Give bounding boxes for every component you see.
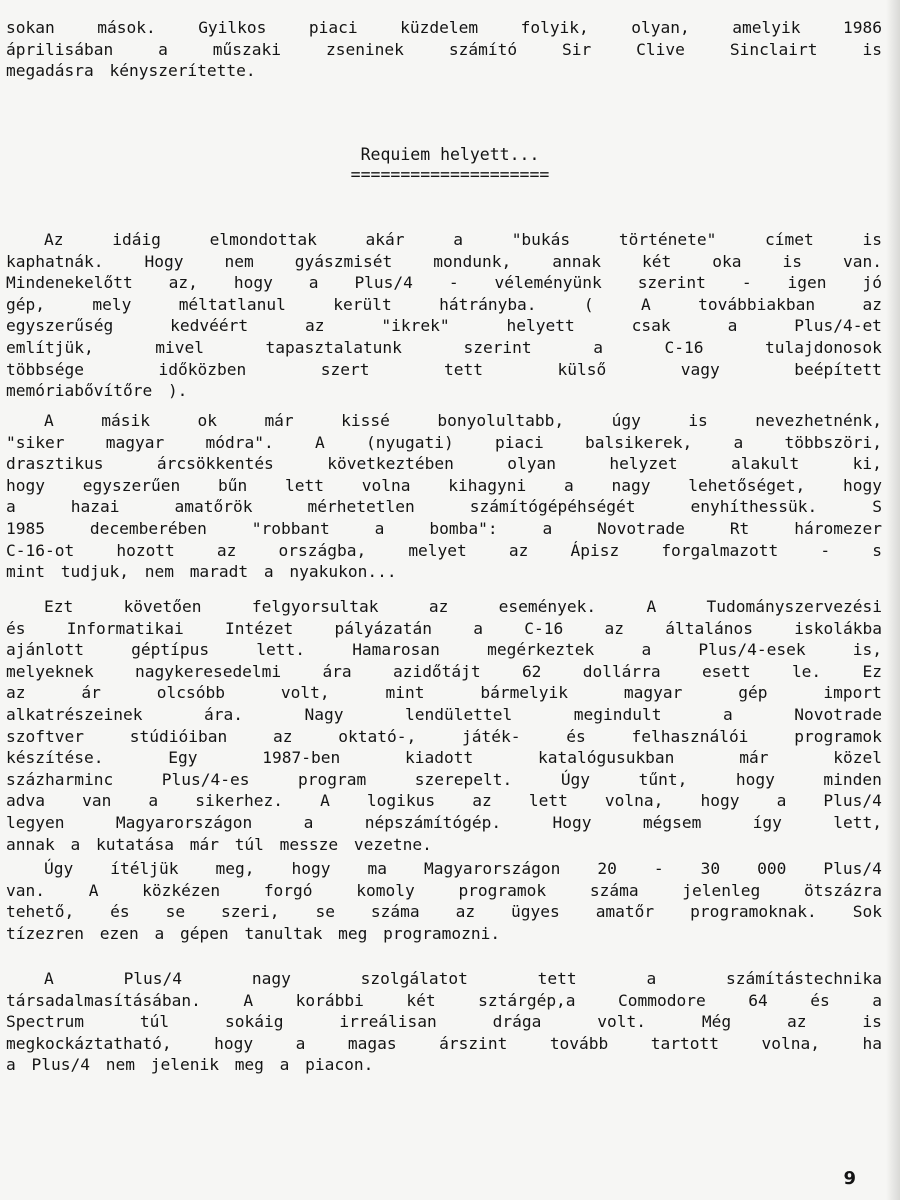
text-line: készítése. Egy 1987-ben kiadott katalógusukban már közel (6, 748, 882, 768)
text-line: és Informatikai Intézet pályázatán a C-16 az általános iskolákba (6, 618, 882, 638)
text-line: annak a kutatása már túl messze vezetne. (6, 834, 448, 854)
text-line: megadásra kényszerítette. (6, 61, 272, 81)
text-line: százharminc Plus/4-es program szerepelt. Úgy tűnt, hogy minden (6, 769, 882, 789)
text-line: Ezt követően felgyorsultak az események. A Tudományszervezési (44, 597, 882, 616)
text-line: A másik ok már kissé bonyolultabb, úgy is nevezhetnénk, (44, 411, 882, 430)
text-line: tízezren ezen a gépen tanultak meg programozni. (6, 923, 516, 943)
text-line: áprilisában a műszaki zseninek számító Sir Clive Sinclairt is (6, 39, 882, 59)
paragraph-1 (6, 229, 882, 402)
text-line: megkockáztatható, hogy a magas árszint tovább tartott volna, ha (6, 1033, 882, 1053)
text-line: A Plus/4 nagy szolgálatot tett a számítástechnika (44, 969, 882, 988)
paragraph-3 (6, 596, 882, 855)
text-line: van. A közkézen forgó komoly programok száma jelenleg ötszázra (6, 880, 882, 900)
text-line: a hazai amatőrök mérhetetlen számítógépéhségét enyhíthessük. S (6, 497, 882, 517)
page-number: 9 (843, 1168, 856, 1189)
text-line: tehető, és se szeri, se száma az ügyes amatőr programoknak. Sok (6, 902, 882, 922)
text-line: többsége időközben szert tett külső vagy beépített (6, 359, 882, 379)
paragraph-4 (6, 858, 882, 944)
text-line: hogy egyszerűen bűn lett volna kihagyni a nagy lehetőséget, hogy (6, 475, 882, 495)
text-line: ajánlott géptípus lett. Hamarosan megérkeztek a Plus/4-esek is, (6, 640, 882, 660)
text-line: sokan mások. Gyilkos piaci küzdelem folyik, olyan, amelyik 1986 (6, 18, 882, 37)
text-line: szoftver stúdióiban az oktató-, játék- és felhasználói programok (6, 726, 882, 746)
text-line: egyszerűség kedvéért az "ikrek" helyett csak a Plus/4-et (6, 316, 882, 336)
text-line: társadalmasításában. A korábbi két sztárgép,a Commodore 64 és a (6, 990, 882, 1010)
text-line: mint tudjuk, nem maradt a nyakukon... (6, 562, 413, 582)
text-line: C-16-ot hozott az országba, melyet az Ápisz forgalmazott - s (6, 540, 882, 560)
paragraph-5 (6, 968, 882, 1076)
text-line: legyen Magyarországon a népszámítógép. Hogy mégsem így lett, (6, 812, 882, 832)
text-line: Úgy ítéljük meg, hogy ma Magyarországon 20 - 30 000 Plus/4 (44, 859, 882, 878)
text-line: "siker magyar módra". A (nyugati) piaci balsikerek, a többszöri, (6, 432, 882, 452)
section-title: Requiem helyett... (360, 145, 540, 164)
text-line: az ár olcsóbb volt, mint bármelyik magyar gép import (6, 683, 882, 703)
text-line: gép, mely méltatlanul került hátrányba. ( A továbbiakban az (6, 294, 882, 314)
section-title-underline: ==================== (350, 165, 550, 184)
text-line: drasztikus árcsökkentés következtében olyan helyzet alakult ki, (6, 454, 882, 474)
text-line: melyeknek nagykeresedelmi ára azidőtájt 62 dollárra esett le. Ez (6, 661, 882, 681)
text-line: adva van a sikerhez. A logikus az lett volna, hogy a Plus/4 (6, 791, 882, 811)
text-line: említjük, mivel tapasztalatunk szerint a C-16 tulajdonosok (6, 337, 882, 357)
text-line: memóriabővítőre ). (6, 381, 204, 401)
intro-paragraph (6, 17, 882, 82)
section-heading (0, 144, 900, 186)
text-line: Az idáig elmondottak akár a "bukás története" címet is (44, 230, 882, 249)
text-line: Mindenekelőtt az, hogy a Plus/4 - véleményünk szerint - igen jó (6, 273, 882, 293)
text-line: Spectrum túl sokáig irreálisan drága volt. Még az is (6, 1012, 882, 1032)
text-line: 1985 decemberében "robbant a bomba": a Novotrade Rt háromezer (6, 518, 882, 538)
paragraph-2 (6, 410, 882, 583)
text-line: kaphatnák. Hogy nem gyászmisét mondunk, annak két oka is van. (6, 251, 882, 271)
text-line: alkatrészeinek ára. Nagy lendülettel megindult a Novotrade (6, 704, 882, 724)
text-line: a Plus/4 nem jelenik meg a piacon. (6, 1055, 390, 1075)
